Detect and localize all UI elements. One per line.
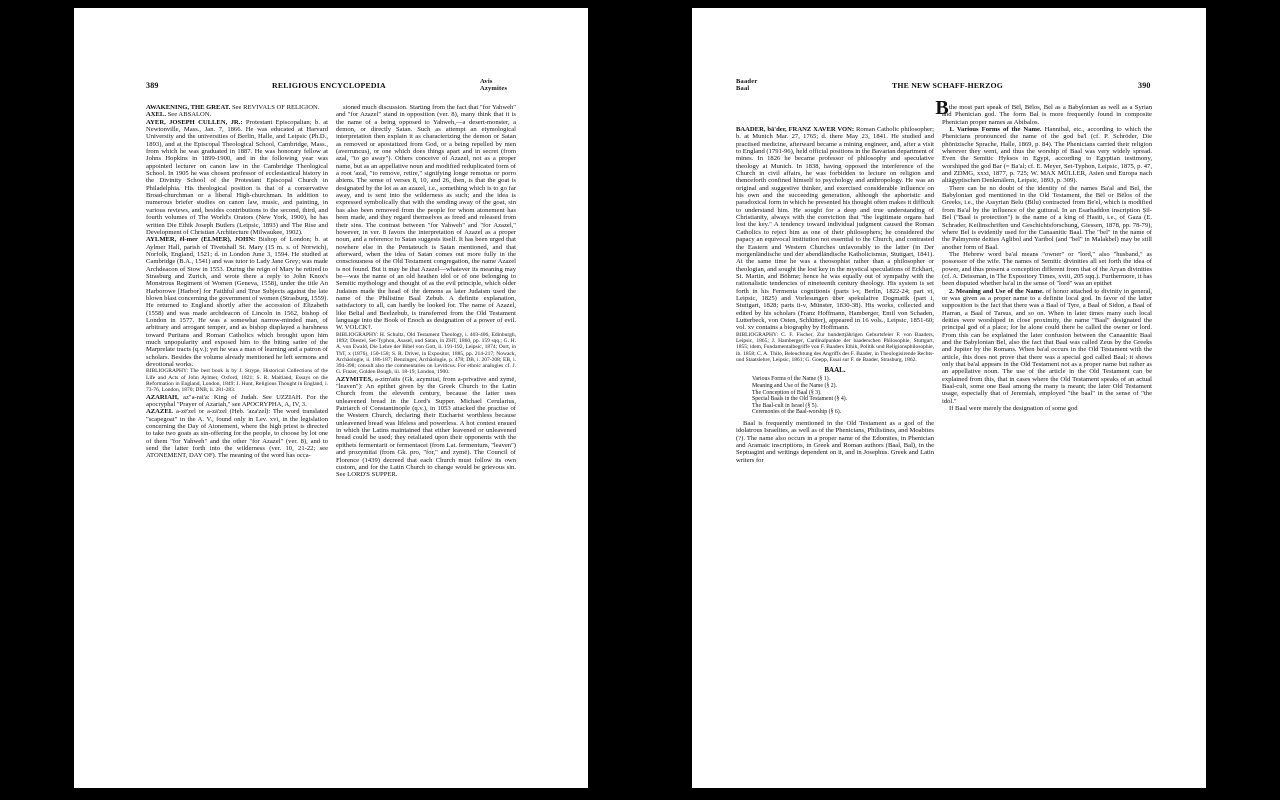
article-entry xyxy=(336,376,516,479)
section-letter: B xyxy=(935,97,949,119)
article-entry xyxy=(146,394,328,409)
entry-text: a-zim'aits (Gk. azymitai, from a-privative and zymē, "leaven"): An epithet given by the Greek Church to the Latin Church from the eleventh century, because the latter uses unleavened bread in the Lord's Supper. Michael Cerularius, Patriarch of Constantinople (q.v.), in 1053 attacked the practise of the Western Church, declaring their Eucharist worthless because unleavened bread was lifeless and powerless. A hot contest ensued in which the Latins maintained that either leavened or unleavened bread could be used; they retaliated upon their opponents with the epithets fermentarii or fermentacei (from Lat. fermentum, "leaven") and prozymitai (from Gk. pro, "for," and zymē). The Council of Florence (1439) decreed that each Church must follow its own custom, and for the Latin Church to change would be grievous sin. See LORD'S SUPPER. xyxy=(336,375,516,479)
entry-headword: AWAKENING, THE GREAT. xyxy=(146,104,231,111)
section-contents xyxy=(752,376,934,416)
catchwords-left xyxy=(480,78,507,92)
paragraph xyxy=(942,251,1152,288)
entry-text: sioned much discussion. Starting from the fact that "for Yahweh" and "for Azazel" stand in opposition (ver. 8), many think that it is the name of a being opposed to Yahweh,—a desert-monster, a demon, or directly Satan. Such as attempt an etymological interpretation then explain it as characterizing the demon or Satan as removed or apostatized from God, or a being repelled by men (averruncus), or one which does things apart and in secret (from azal, "to go away"). Others conceive of Azazel, not as a proper name, but as an appellative noun and modified reduplicated form of a root 'azal, "to remove, retire," signifying longe remotus or porro abiens. The sense of verses 8, 10, and 26, then, is that the goat is designated by the lot as an azazel, i.e., something which is to go far away, and is sent into the wilderness as such; and the idea is expressed symbolically that with the sending away of the goat, sin has also been removed from the people for whom atonement has been made, and they regard themselves as freed and released from their sins. The contrast between "for Yahweh" and "for Azazel," however, in ver. 8 favors the interpretation of Azazel as a proper noun, and a reference to Satan suggests itself. It has been urged that nowhere else in the Pentateuch is Satan mentioned, and that afterward, when the idea of Satan comes out more fully in the consciousness of the Old Testament congregation, the name Azazel is not found. But it may be that Azazel—whatever its meaning may be—was the name of an old heathen idol or of one belonging to Semitic mythology and thought of as the evil principle, which older Judaism made the head of the demons as later Judaism used the name of the Philistine Baal Zebub. A definite explanation, satisfactory to all, can hardly be looked for. The name of Azazel, like Belial and Beelzebub, is transferred from the Old Testament language into the Book of Enoch as designation of a power of evil. W. VOLCK†. xyxy=(336,104,516,332)
paragraph xyxy=(336,104,516,332)
entry-text: If Baal were merely the designation of some god xyxy=(949,405,1078,413)
entry-headword: AZYMITES, xyxy=(336,375,373,383)
section-heading: BAAL. xyxy=(824,366,846,375)
side-heading: 2. Meaning and Use of the Name. xyxy=(949,287,1044,295)
contents-item: Meaning and Use of the Name (§ 2). xyxy=(752,383,837,390)
catchword-top: Avis xyxy=(480,78,493,85)
contents-item: Various Forms of the Name (§ 1). xyxy=(752,376,831,383)
paragraph xyxy=(942,288,1152,406)
page-right xyxy=(692,8,1206,788)
entry-text: See REVIVALS OF RELIGION. xyxy=(231,104,320,111)
entry-headword: AZAZEL xyxy=(146,408,174,416)
paragraph xyxy=(942,405,1152,412)
running-title-right: THE NEW SCHAFF-HERZOG xyxy=(892,81,1004,90)
left-column-2 xyxy=(336,104,516,764)
paragraph xyxy=(942,126,1152,185)
entry-text: Bishop of London; b. at Aylmer Hall, parish of Tivetshall St. Mary (15 m. s. of Norwich), Norfolk, England, 1521; d. in London June 3, 1594. He studied at Cambridge (B.A., 1541) and was tutor to Lady Jane Grey; was made Archdeacon of Stow in 1553. During the reign of Mary he retired to Strasburg and Zurich, and wrote there a reply to John Knox's Monstrous Regiment of Women (Geneva, 1558), under the title An Harborowe [Harbor] for Faithful and True Subjects against the late blown blast concerning the government of women (Strasburg, 1559). He returned to England shortly after the accession of Elizabeth (1558) and was made archdeacon of Lincoln in 1562, bishop of London in 1577. He was a somewhat narrow-minded man, of arbitrary and arrogant temper, and as bishop displayed a harshness toward Puritans and Roman Catholics which brought upon him much unpopularity and exposed him to the biting satire of the Marprelate tracts (q.v.); yet he was a man of learning and a patron of scholars. Besides the volume already mentioned he left sermons and devotional works. xyxy=(146,236,328,369)
entry-headword: AYLMER, ēl-mer (ELMER), JOHN: xyxy=(146,236,256,244)
entry-text: There can be no doubt of the identity of the names Ba'al and Bel, the Babylonian god mentioned in the Old Testament, the Bēl or Bēlos of the Greeks, i.e., the Assyrian Belu (Bilu) contracted from Be'el, which is modified from Ba'al by the influence of the guttural. In an Esarhaddon inscription Ṣil-Bel ("Baal is protection") is the name of a king of Hasiti, i.e., of Gaza (E. Schrader, Keilinschriften und Geschichtsforschung, Giessen, 1878, pp. 78-79), where Bel is evidently used for the Canaanitic Baal. The "bel" in the name of the Palmyrene deities Aglibol and Yaribol (and "bel" in Malakbel) may be still another form of Baal. xyxy=(942,184,1152,251)
contents-item: The Conception of Baal (§ 3). xyxy=(752,389,822,396)
entry-text: See ABSALON. xyxy=(167,111,212,119)
article-entry xyxy=(146,236,328,368)
entry-text: Baal is frequently mentioned in the Old Testament as a god of the idolatrous Israelites, as well as of the Phenicians, Philistines, and Moabites (?). The name also occurs in a proper name of the Edomites, in Phenician and Aramaic inscriptions, in Greek and Roman authors (Baal, Bal), in the Septuagint and writings dependent on it, and in Josephus. Greek and Latin writers for xyxy=(736,420,934,464)
entry-headword: AYER, JOSEPH CULLEN, JR.: xyxy=(146,118,243,126)
entry-text: The Hebrew word ba'al means "owner" or "lord," also "husband," as possessor of the wife. The names of Semitic divinities all set forth the idea of power, and thus present a conception different from that of the Aryan divinities (cf. A. Deissman, in The Expository Times, xviii, 205 sqq.). Furthermore, it has been disputed whether ba'al in the sense of "lord" was an epithet xyxy=(942,250,1152,288)
contents-item: Special Baals in the Old Testament (§ 4). xyxy=(752,396,848,403)
side-heading: 1. Various Forms of the Name. xyxy=(949,126,1042,134)
article-entry xyxy=(146,104,328,111)
right-column-1 xyxy=(736,126,934,766)
article-entry xyxy=(736,126,934,332)
contents-item: The Baal-cult in Israel (§ 5). xyxy=(752,402,818,409)
entry-headword: AZARIAH, xyxy=(146,393,179,401)
entry-text: az"a-rai'a: King of Judah. See UZZIAH. For the apocryphal "Prayer of Azariah," see APOCRYPHA, A, IV, 3. xyxy=(146,393,328,408)
catchwords-right xyxy=(736,78,757,92)
entry-headword: BAADER, bā'der, FRANZ XAVER VON: xyxy=(736,126,855,133)
entry-text: Protestant Episcopalian; b. at Newtonville, Mass., Jan. 7, 1866. He was educated at Harvard University and the universities of Berlin, Halle, and Leipsic (Ph.D., 1893), and at the Episcopal Theological School, Cambridge, Mass., from which he was graduated in 1887. He was honorary fellow at Johns Hopkins in 1899-1900, and in the following year was appointed lecturer on canon law in the Cambridge Theological School. In 1905 he was chosen professor of ecclesiastical history in the Divinity School of the Protestant Episcopal Church in Philadelphia. His theological position is that of a conservative Broad-churchman or a liberal High-churchman. In addition to numerous briefer studies on canon law, music, and painting, in various reviews, and, besides contributions to the second, third, and fourth volumes of The World's Orators (New York, 1900), he has written Die Ethik Joseph Butlers (Leipsic, 1893) and The Rise and Development of Christian Architecture (Milwaukee, 1902). xyxy=(146,118,328,236)
catchword-bottom: Baal xyxy=(736,85,750,92)
catchword-bottom: Azymites xyxy=(480,85,508,92)
right-column-2 xyxy=(942,104,1152,764)
bibliography: BIBLIOGRAPHY: H. Schultz, Old Testament Theology, i. 403-406, Edinburgh, 1892; Diestel, Set-Typhon, Asasel, und Satan, in ZHT, 1860, pp. 159 sqq.; G. H. A. von Ewald, Die Lehre der Bibel von Gott, ii. 191-192, Leipsic, 1874; Oort, in ThT, x (1876), 150-158; S. R. Driver, in Expositor, 1885, pp. 214-217; Nowack, Archäologie, ii. 186-187; Benzinger, Archäologie, p. 478; DB, i. 207-208; EB, i. 394-398; consult also the commentaries on Leviticus. For ethnic analogies cf. J. G. Frazer, Golden Bough, iii. 18-19, London, 1900. xyxy=(336,331,516,376)
entry-headword: AXEL. xyxy=(146,111,166,119)
contents-item: Ceremonies of the Baal-worship (§ 6). xyxy=(752,409,842,416)
entry-text: a-zē'zel or a-zā'zel (Heb. 'aza'zel): The word translated "scapegoat" in the A. V., found only in Lev. xvi, in the legislation concerning the Day of Atonement, where the high priest is directed to take two goats as sin-offering for the people, to choose by lot one of them "for Yahweh" and the other "for Azazel" (ver. 8), and to send the latter forth into the wilderness (ver. 10, 21-22; see ATONEMENT, DAY OF). The meaning of the word has occa- xyxy=(146,408,328,460)
entry-text: the most part speak of Bēl, Bēlos, Bel as a Babylonian as well as a Syrian and Phenician god. The form Bal is more frequently found in composite Phenician proper names as Abibalos. xyxy=(942,104,1152,126)
page-number-left: 389 xyxy=(146,81,159,90)
catchword-top: Baader xyxy=(736,78,758,85)
bibliography: BIBLIOGRAPHY: C. F. Fischer, Zur hundertjährigen Geburtsfeier F. von Baaders, Leipsic, 1865; J. Hamberger, Cardinalpunkte der baaderschen Philosophie, Stuttgart, 1855; idem, Fundamentalbegriffe von F. Baaders Ethik, Politik und Religionsphilosophie, ib. 1858; C. A. Thilo, Beleuchtung des Angriffs des F. Baader, in Theologisirende Rechts- und Staatslehre, Leipsic, 1861; G. Goepp, Essai sur F. de Baader, Strasburg, 1862. xyxy=(736,331,934,363)
page-left xyxy=(74,8,588,788)
paragraph xyxy=(736,420,934,464)
entry-text: Roman Catholic philosopher; b. at Munich Mar. 27, 1765; d. there May 23, 1841. He studied and practised medicine, afterward became a mining engineer, and, after a visit to England (1791-96), held official positions in the Bavarian department of mines. In 1826 he became professor of philosophy and speculative theology at Munich. In 1838, having opposed the interference of the Church in civil affairs, he was forbidden to lecture on religion and thenceforth confined himself to psychology and anthropology. He was an original and suggestive thinker, and exercised considerable influence on his own and the succeeding generation, although the aphoristic and paradoxical form in which he presented his thought often makes it difficult to understand him. He sought for a deep and true understanding of Christianity, always with the conviction that "the legitimate organs had lost the key." A tendency toward individual judgment caused the Roman Catholics to reject him as one of their philosophers; he considered the papacy an equivocal institution not essential to the Church, and contrasted the Eastern and Western Churches unfavorably to the latter (in Der morgenländische und der abendländische Katholicismus, Stuttgart, 1841). At the same time he was a theosophist rather than a philosopher or theologian, and sought the lost key in the mystical speculations of Eckhart, St. Martin, and Böhme; hence he was equally out of sympathy with the rationalistic tendencies of nineteenth century theology. His system is set forth in his Fermenta cognitionis (parts i-v, Berlin, 1822-24; part vi, Leipsic, 1825) and Vorlesungen über spekulative Dogmatik (part i, Stuttgart, 1828; parts ii-v, Münster, 1830-38). His works, collected and edited by his scholars (Franz Hoffmann, Hamberger, Emil von Schaden, Lutterbeck, von Osten, Schlütter), appeared in 16 vols., Leipsic, 1851-60; vol. xv contains a biography by Hoffmann. xyxy=(736,126,934,332)
paragraph xyxy=(942,185,1152,251)
running-title-left: RELIGIOUS ENCYCLOPEDIA xyxy=(272,81,386,90)
article-entry xyxy=(146,408,328,459)
article-entry xyxy=(146,119,328,237)
paragraph xyxy=(942,104,1152,126)
article-entry xyxy=(146,111,328,118)
left-column-1 xyxy=(146,104,328,764)
entry-text: Hannibal, etc., according to which the Phenicians pronounced the name of the god ba'l (cf. P. Schröder, Die phönizische Sprache, Halle, 1869, p. 84). The Phenicians carried their religion wherever they went, and thus the worship of Baal was very widely spread. Even the Semitic Hyksos in Egypt, according to Egyptian testimony, worshiped the god Bar (= Ba'al; cf. E. Meyer, Set-Typhon, Leipsic, 1875, p. 47, and ZDMG, xxxi, 1877, p. 725; W. MAX MÜLLER, Asien und Europa nach altägyptischen Denkmälern, Leipsic, 1893, p. 309). xyxy=(942,126,1152,185)
bibliography: BIBLIOGRAPHY: The best book is by J. Strype, Historical Collections of the Life and Acts of John Aylmer, Oxford, 1821; S. R. Maitland, Essays on the Reformation in England, London, 1849; J. Hunt, Religious Thought in England, i. 73-76, London, 1870; DNB, ii. 281-283. xyxy=(146,368,328,394)
entry-text: of honor attached to divinity in general, or was given as a proper name to a definite local god. In favor of the latter supposition is the fact that there was a Baal of Tyre, a Baal of Sidon, a Baal of Harran, a Baal of Tarsus, and so on. When in later times many such local deities were worshiped in close proximity, the name "Baal" designated the principal god of a place; for he alone could there be called the owner or lord. From this can be explained the later confusion between the Canaanitic Baal and the Babylonian Bel, also the fact that Baal was called Zeus by the Greeks and Jupiter by the Romans. When ba'al occurs in the Old Testament with the article, this does not prove that there was a special god called Baal; it shows only that ba'al appears in the Old Testament not as a proper name but rather as an appellative noun. The use of the article in the Old Testament can be explained from this, that in cases where the Old Testament speaks of an actual Baal-cult, some one Baal among the many is meant; the later Old Testament usage, especially that of Jeremiah, employed "the baal" in the sense of "the idol." xyxy=(942,287,1152,405)
page-number-right: 390 xyxy=(1138,81,1151,90)
